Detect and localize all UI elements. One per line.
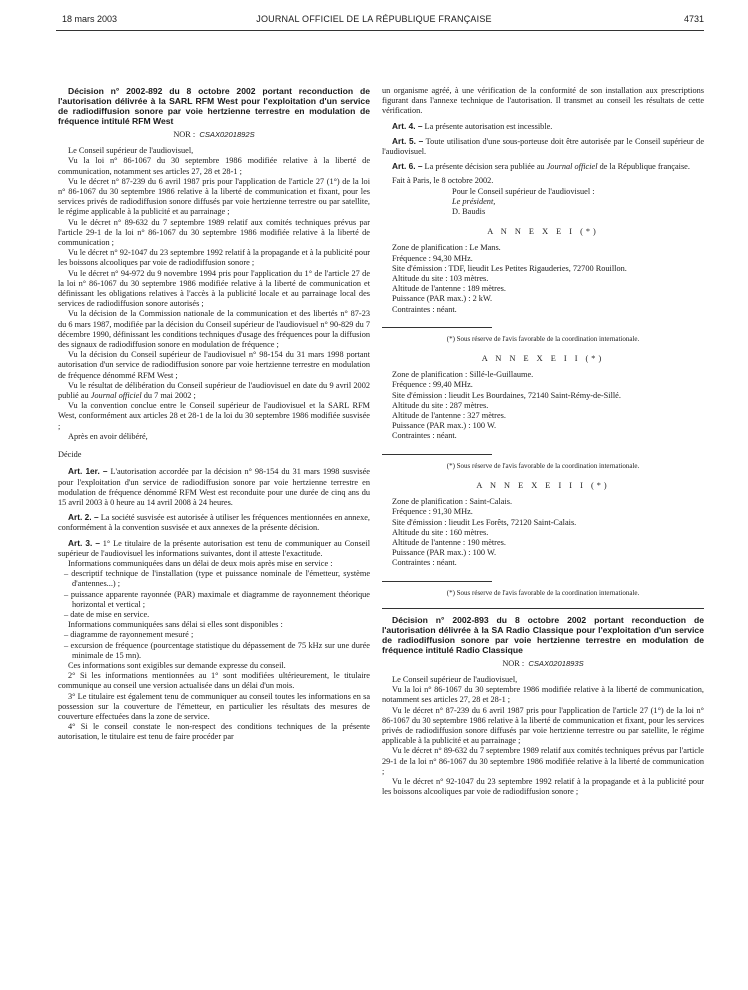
article-text: La société susvisée est autorisée à utiliser les fréquences mentionnées en annexe, conformément à la convention susvisée et aux annexes de la présente décision.	[58, 513, 370, 533]
paragraph: 3° Le titulaire est également tenu de communiquer au conseil toutes les informations en sa possession sur la couverture de l'émetteur, en particulier les résultats des mesures de couverture effectuées dans la zone de service.	[58, 691, 370, 721]
nor-label: NOR	[502, 658, 520, 668]
annexe-line: Site d'émission : lieudit Les Forêts, 72120 Saint-Calais.	[392, 517, 577, 527]
nor-label: NOR	[173, 130, 191, 139]
right-column	[382, 86, 704, 797]
article-label: Art. 1er. –	[68, 466, 108, 477]
annexe-line: Altitude du site : 160 mètres.	[392, 527, 489, 537]
list-item: – date de mise en service.	[64, 609, 150, 619]
annexe-3	[382, 481, 704, 598]
annexe-line: Zone de planification : Sillé-le-Guillaume.	[392, 370, 534, 380]
nor-code: CSAX0201892S	[199, 130, 255, 139]
annexe-line: Fréquence : 91,30 MHz.	[392, 507, 473, 517]
annexe-line: Puissance (PAR max.) : 100 W.	[392, 421, 497, 431]
issue-date: 18 mars 2003	[62, 14, 118, 24]
header-rule	[56, 30, 704, 31]
article-text: 1° Le titulaire de la présente autorisation est tenu de communiquer au Conseil supérieur de l'audiovisuel les informations suivantes, dont il atteste l'exactitude.	[58, 538, 370, 558]
article-label: Art. 2. –	[68, 512, 99, 523]
paragraph: Vu la décision de la Commission nationale de la communication et des libertés n° 87-23 du 6 mars 1987, modifiée par la décision du Conseil supérieur de l'audiovisuel n° 90-829 du 7 décembre 1990, définissant les conditions techniques d'usage des fréquences pour la diffusion des signaux de radiodiffusion sonore en modulation de fréquence ;	[58, 309, 370, 350]
footnote: (*) Sous réserve de l'avis favorable de la coordination internationale.	[446, 334, 640, 343]
article-label: Art. 6. –	[392, 161, 423, 172]
article-2	[58, 512, 370, 533]
signature-line: Pour le Conseil supérieur de l'audiovisuel :	[452, 186, 595, 196]
annexe-line: Contraintes : néant.	[392, 558, 457, 568]
footnote-rule	[382, 327, 492, 328]
paragraph: Ces informations sont exigibles sur demande expresse du conseil.	[68, 660, 286, 670]
annexe-line: Site d'émission : TDF, lieudit Les Petites Rigauderies, 72700 Rouillon.	[392, 263, 627, 273]
annexe-title: A N N E X E I I (*)	[481, 354, 605, 364]
annexe-line: Puissance (PAR max.) : 2 kW.	[392, 294, 493, 304]
article-text: La présente décision sera publiée au	[422, 162, 547, 172]
paragraph: 4° Si le conseil constate le non-respect des conditions techniques de la présente autorisation, le titulaire est tenu de faire procéder par	[58, 722, 370, 742]
paragraph: Informations communiquées dans un délai de deux mois après mise en service :	[68, 558, 333, 568]
list	[58, 569, 370, 620]
article-6	[382, 161, 704, 172]
list	[58, 630, 370, 661]
running-header	[0, 14, 748, 28]
paragraph: Vu le décret n° 89-632 du 7 septembre 1989 relatif aux comités techniques prévus par l'article 29-1 de la loi n° 86-1067 du 30 septembre 1986 modifiée relative à la liberté de communication ;	[382, 746, 704, 776]
nor-code: CSAX0201893S	[528, 658, 584, 668]
annexe-line: Fréquence : 94,30 MHz.	[392, 253, 473, 263]
paragraph: Le Conseil supérieur de l'audiovisuel,	[392, 674, 518, 684]
paragraph: Vu le décret n° 92-1047 du 23 septembre 1992 relatif à la propagande et à la publicité pour les boissons alcooliques par voie de radiodiffusion sonore ;	[58, 248, 370, 268]
footnote: (*) Sous réserve de l'avis favorable de la coordination internationale.	[446, 588, 640, 597]
fait-a: Fait à Paris, le 8 octobre 2002.	[392, 176, 494, 186]
paragraph: Après en avoir délibéré,	[68, 431, 148, 441]
text: du 7 mai 2002 ;	[141, 391, 196, 401]
annexe-title: A N N E X E I I I (*)	[476, 480, 610, 490]
list-item: – excursion de fréquence (pourcentage statistique du dépassement de 75 kHz sur une durée minimale de 15 mn).	[64, 640, 370, 660]
annexe-line: Altitude de l'antenne : 327 mètres.	[392, 411, 506, 421]
annexe-line: Zone de planification : Saint-Calais.	[392, 497, 513, 507]
annexe-line: Contraintes : néant.	[392, 304, 457, 314]
list-item: – puissance apparente rayonnée (PAR) maximale et diagramme de rayonnement théorique horizontal et vertical ;	[64, 589, 370, 609]
decision-title-2: Décision n° 2002-893 du 8 octobre 2002 portant reconduction de l'autorisation délivrée à la SA Radio Classique pour l'exploitation d'un service de radiodiffusion sonore par voie hertzienne terrestre en modulation de fréquence intitulé Radio Classique	[382, 614, 704, 655]
article-5	[382, 136, 704, 157]
article-text: Toute utilisation d'une sous-porteuse doit être autorisée par le Conseil supérieur de l'audiovisuel.	[382, 136, 704, 157]
annexe-line: Altitude du site : 287 mètres.	[392, 400, 489, 410]
section-rule	[382, 608, 704, 609]
paragraph: 2° Si les informations mentionnées au 1° sont modifiées ultérieurement, le titulaire communique au conseil une version actualisée dans un délai d'un mois.	[58, 671, 370, 691]
article-3	[58, 538, 370, 559]
signature-name: D. Baudis	[452, 207, 486, 217]
paragraph: Vu la convention conclue entre le Conseil supérieur de l'audiovisuel et la SARL RFM West, conformément aux articles 28 et 28-1 de la loi du 30 septembre 1986 modifiée susvisée ;	[58, 401, 370, 431]
paragraph: Vu la loi n° 86-1067 du 30 septembre 1986 modifiée relative à la liberté de communication, notamment ses articles 27, 28 et 28-1 ;	[382, 685, 704, 705]
annexe-line: Contraintes : néant.	[392, 431, 457, 441]
article-label: Art. 3. –	[68, 537, 100, 548]
text: Vu le résultat de délibération du Conseil supérieur de l'audiovisuel en date du 9 avril 2002 publié au	[58, 380, 370, 401]
left-column	[58, 86, 370, 743]
footnote-rule	[382, 581, 492, 582]
journal-title: JOURNAL OFFICIEL DE LA RÉPUBLIQUE FRANÇAISE	[256, 14, 492, 24]
paragraph: Informations communiquées sans délai si elles sont disponibles :	[68, 620, 283, 630]
annexe-line: Fréquence : 99,40 MHz.	[392, 380, 473, 390]
annexe-line: Site d'émission : lieudit Les Bourdaines, 72140 Saint-Rémy-de-Sillé.	[392, 390, 621, 400]
journal-ref: Journal officiel	[90, 391, 142, 401]
paragraph: Vu le décret n° 87-239 du 6 avril 1987 pris pour l'application de l'article 27 (1°) de la loi n° 86-1067 du 30 septembre 1986 relative à la liberté de communication et fixant, pour les services privés de radiodiffusion sonore diffusés par voie hertzienne terrestre ou par satellite, le régime applicable à la publicité et au parrainage ;	[58, 176, 370, 217]
paragraph: Vu le décret n° 94-972 du 9 novembre 1994 pris pour l'application du 1° de l'article 27 de la loi n° 86-1067 du 30 septembre 1986 modifiée relative à la liberté de communication et définissant les obligations relatives à l'accès à la publicité locale et au parrainage local des services de radiodiffusion sonore autorisés ;	[58, 268, 370, 309]
annexe-line: Altitude de l'antenne : 190 mètres.	[392, 537, 506, 547]
annexe-line: Zone de planification : Le Mans.	[392, 243, 501, 253]
signature-role: Le président,	[452, 196, 496, 206]
annexe-line: Altitude du site : 103 mètres.	[392, 274, 489, 284]
list-item: – descriptif technique de l'installation (type et puissance nominale de l'émetteur, système d'antennes...) ;	[64, 569, 370, 589]
article-text: La présente autorisation est incessible.	[422, 121, 553, 131]
annexe-line: Puissance (PAR max.) : 100 W.	[392, 548, 497, 558]
journal-ref: Journal officiel	[546, 162, 598, 172]
page-number: 4731	[683, 14, 704, 24]
article-4	[382, 121, 704, 132]
paragraph: Le Conseil supérieur de l'audiovisuel,	[68, 146, 194, 156]
paragraph	[58, 381, 370, 401]
paragraph: Vu le décret n° 92-1047 du 23 septembre 1992 relatif à la propagande et à la publicité pour les boissons alcooliques par voie de radiodiffusion sonore ;	[382, 776, 704, 797]
nor-reference-2: NOR : CSAX0201893S	[502, 658, 584, 668]
article-text: L'autorisation accordée par la décision n° 98-154 du 31 mars 1998 susvisée pour l'exploitation d'un service de radiodiffusion sonore par voie hertzienne terrestre en modulation de fréquence dénommé RFM West est reconduite pour une durée de cinq ans du 15 avril 2003 à 0 heure au 14 avril 2008 à 24 heures.	[58, 467, 370, 507]
paragraph: Vu le décret n° 89-632 du 7 septembre 1989 relatif aux comités techniques prévus par l'article 29-1 de la loi n° 86-1067 du 30 septembre 1986 modifiée relative à la liberté de communication ;	[58, 217, 370, 248]
article-1	[58, 466, 370, 508]
nor-reference: NOR : CSAX0201892S	[173, 130, 255, 139]
article-label: Art. 4. –	[392, 120, 423, 131]
article-label: Art. 5. –	[392, 135, 424, 146]
list-item: – diagramme de rayonnement mesuré ;	[64, 630, 194, 640]
decision-title: Décision n° 2002-892 du 8 octobre 2002 portant reconduction de l'autorisation délivrée à la SARL RFM West pour l'exploitation d'un service de radiodiffusion sonore par voie hertzienne terrestre en modulation de fréquence intitulé RFM West	[58, 86, 370, 126]
paragraph: un organisme agréé, à une vérification de la conformité de son installation aux prescriptions figurant dans l'annexe technique de l'autorisation. Il transmet au conseil les résultats de cette vérification.	[382, 86, 704, 116]
annexe-line: Altitude de l'antenne : 189 mètres.	[392, 284, 506, 294]
decide-heading: Décide	[58, 450, 82, 460]
footnote: (*) Sous réserve de l'avis favorable de la coordination internationale.	[446, 461, 640, 470]
annexe-title: A N N E X E I (*)	[487, 227, 599, 237]
paragraph: Vu la décision du Conseil supérieur de l'audiovisuel n° 98-154 du 31 mars 1998 portant autorisation d'un service de radiodiffusion sonore par voie hertzienne terrestre en modulation de fréquence dénommé RFM West ;	[58, 350, 370, 380]
article-text: de la République française.	[597, 162, 690, 172]
paragraph: Vu la loi n° 86-1067 du 30 septembre 1986 modifiée relative à la liberté de communication, notamment ses articles 27, 28 et 28-1 ;	[58, 156, 370, 176]
footnote-rule	[382, 454, 492, 455]
annexe-1	[382, 227, 704, 344]
paragraph: Vu le décret n° 87-239 du 6 avril 1987 pris pour l'application de l'article 27 (1°) de la loi n° 86-1067 du 30 septembre 1986 relative à la liberté de communication et fixant, pour les services privés de radiodiffusion sonore diffusés par voie hertzienne terrestre ou par satellite, le régime applicable à la publicité et au parrainage ;	[382, 705, 704, 746]
annexe-2	[382, 354, 704, 471]
